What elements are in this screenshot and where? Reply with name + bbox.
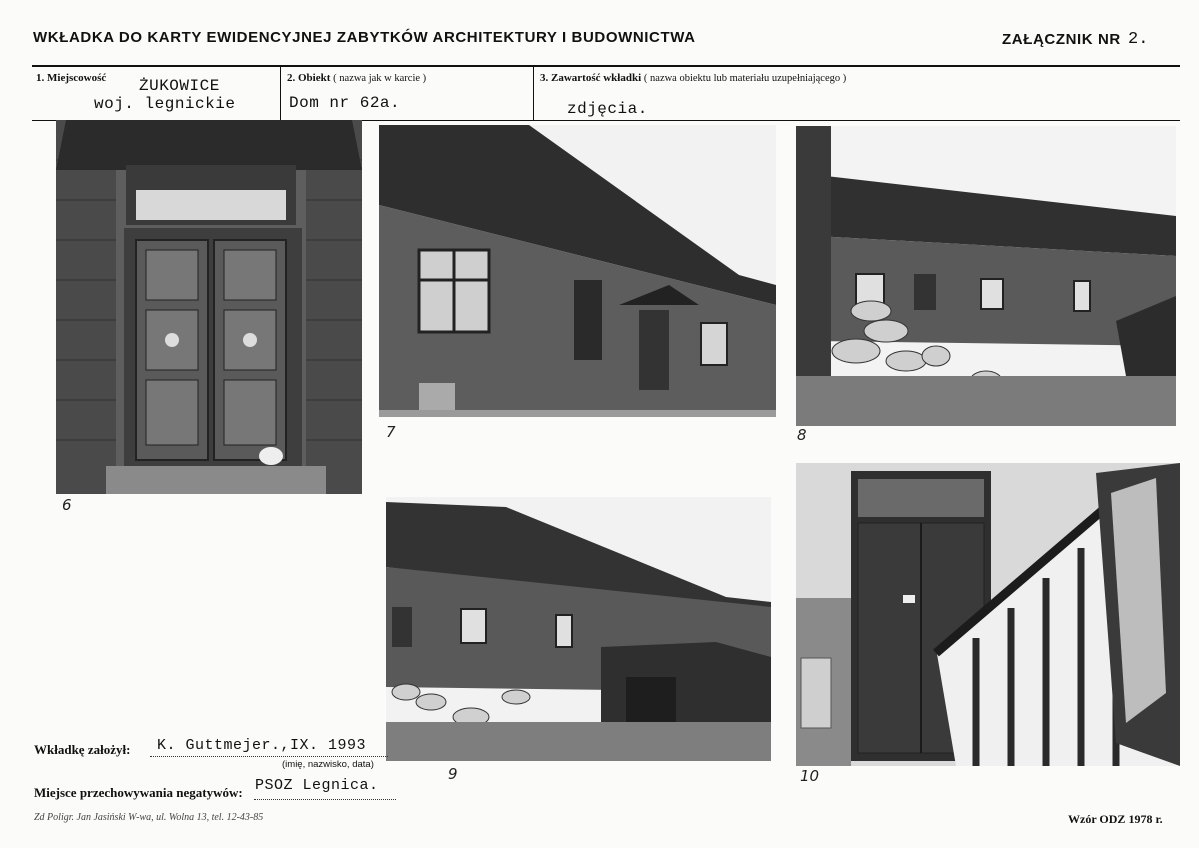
object-value: Dom nr 62a. [289, 94, 401, 112]
object-label-main: 2. Obiekt [287, 72, 331, 84]
object-label-note: ( nazwa jak w karcie ) [333, 73, 427, 84]
photo-door-image [56, 120, 362, 494]
photo-facade [379, 125, 776, 417]
photo-interior-image [796, 463, 1180, 766]
photo-courtyard-number: 8 [797, 426, 807, 444]
photo-interior-number: 10 [800, 767, 820, 785]
top-rule [32, 65, 1180, 67]
author-label: Wkładkę założył: [34, 742, 131, 757]
author-hint: (imię, nazwisko, data) [282, 759, 374, 770]
author-line [150, 755, 388, 757]
printer-note: Zd Poligr. Jan Jasiński W-wa, ul. Wolna 13, tel. 12-43-85 [34, 812, 264, 823]
photo-courtyard-image [796, 126, 1176, 426]
voivodeship-value: woj. legnickie [94, 95, 236, 113]
form-title: WKŁADKA DO KARTY EWIDENCYJNEJ ZABYTKÓW ARCHITEKTURY I BUDOWNICTWA [33, 29, 696, 46]
photo-interior [796, 463, 1180, 766]
photo-door-number: 6 [62, 496, 72, 514]
storage-line [254, 798, 396, 800]
author-value: K. Guttmejer.,IX. 1993 [157, 737, 367, 754]
annex-number: 2. [1128, 30, 1149, 49]
photo-courtyard [796, 126, 1176, 426]
photo-rear-number: 9 [448, 765, 458, 783]
divider-1 [280, 66, 281, 120]
contents-label-main: 3. Zawartość wkładki [540, 72, 642, 84]
locality-label: 1. Miejscowość [36, 72, 107, 84]
form-reference: Wzór ODZ 1978 r. [1068, 812, 1163, 826]
storage-label: Miejsce przechowywania negatywów: [34, 785, 243, 800]
locality-value: ŻUKOWICE [139, 77, 220, 95]
annex-label: ZAŁĄCZNIK NR [1002, 31, 1121, 48]
object-label [287, 72, 426, 84]
storage-value: PSOZ Legnica. [255, 777, 379, 794]
photo-rear-image [386, 497, 771, 761]
contents-value: zdjęcia. [567, 100, 648, 118]
contents-label [540, 72, 846, 84]
contents-label-note: ( nazwa obiektu lub materiału uzupełniającego ) [643, 73, 847, 84]
photo-facade-number: 7 [386, 423, 396, 441]
photo-door [56, 120, 362, 494]
photo-facade-image [379, 125, 776, 417]
photo-rear [386, 497, 771, 761]
divider-2 [533, 66, 534, 120]
